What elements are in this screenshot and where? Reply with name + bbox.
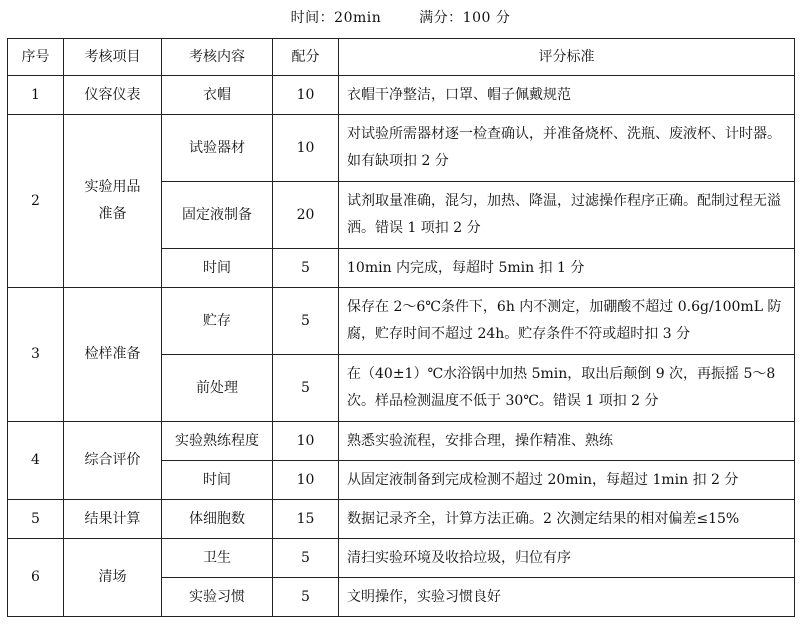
row-standard: 10min 内完成，每超时 5min 扣 1 分 (339, 249, 795, 288)
row-score: 5 (273, 539, 339, 578)
row-no: 3 (8, 288, 64, 422)
row-no: 4 (8, 422, 64, 500)
row-standard: 文明操作，实验习惯良好 (339, 578, 795, 617)
row-item: 综合评价 (64, 422, 162, 500)
row-score: 10 (273, 422, 339, 461)
row-item: 实验用品准备 (64, 115, 162, 288)
row-standard: 在（40±1）℃水浴锅中加热 5min，取出后颠倒 9 次，再振摇 5～8 次。样品检测温度不低于 30℃。错误 1 项扣 2 分 (339, 355, 795, 422)
row-content: 体细胞数 (162, 500, 273, 539)
scoring-table (7, 38, 795, 617)
col-header-item: 考核项目 (64, 39, 162, 76)
row-score: 10 (273, 115, 339, 182)
row-standard: 对试验所需器材逐一检查确认，并准备烧杯、洗瓶、废液杯、计时器。如有缺项扣 2 分 (339, 115, 795, 182)
row-item: 仪容仪表 (64, 76, 162, 115)
row-score: 5 (273, 249, 339, 288)
table-row (8, 422, 795, 461)
row-standard: 清扫实验环境及收拾垃圾，归位有序 (339, 539, 795, 578)
row-content: 卫生 (162, 539, 273, 578)
table-row (8, 115, 795, 182)
col-header-no: 序号 (8, 39, 64, 76)
header (0, 0, 801, 36)
row-score: 5 (273, 288, 339, 355)
row-standard: 数据记录齐全，计算方法正确。2 次测定结果的相对偏差≤15% (339, 500, 795, 539)
col-header-content: 考核内容 (162, 39, 273, 76)
row-standard: 衣帽干净整洁，口罩、帽子佩戴规范 (339, 76, 795, 115)
table-row (8, 500, 795, 539)
row-score: 20 (273, 182, 339, 249)
col-header-standard: 评分标准 (339, 39, 795, 76)
col-header-score: 配分 (273, 39, 339, 76)
row-content: 试验器材 (162, 115, 273, 182)
row-item: 检样准备 (64, 288, 162, 422)
row-content: 衣帽 (162, 76, 273, 115)
row-content: 贮存 (162, 288, 273, 355)
row-content: 固定液制备 (162, 182, 273, 249)
time-label: 时间：20min (290, 10, 382, 26)
row-score: 5 (273, 578, 339, 617)
table-row (8, 288, 795, 355)
table-row (8, 76, 795, 115)
row-content: 时间 (162, 249, 273, 288)
row-score: 10 (273, 461, 339, 500)
row-no: 5 (8, 500, 64, 539)
row-content: 时间 (162, 461, 273, 500)
row-no: 2 (8, 115, 64, 288)
row-standard: 熟悉实验流程，安排合理，操作精准、熟练 (339, 422, 795, 461)
row-item: 结果计算 (64, 500, 162, 539)
row-content: 前处理 (162, 355, 273, 422)
row-content: 实验习惯 (162, 578, 273, 617)
row-score: 10 (273, 76, 339, 115)
row-standard: 试剂取量准确，混匀，加热、降温，过滤操作程序正确。配制过程无溢洒。错误 1 项扣 2 分 (339, 182, 795, 249)
row-score: 5 (273, 355, 339, 422)
table-row (8, 539, 795, 578)
row-standard: 保存在 2～6℃条件下，6h 内不测定，加硼酸不超过 0.6g/100mL 防腐，贮存时间不超过 24h。贮存条件不符或超时扣 3 分 (339, 288, 795, 355)
row-no: 1 (8, 76, 64, 115)
score-label: 满分：100 分 (419, 10, 511, 26)
row-item: 清场 (64, 539, 162, 617)
row-content: 实验熟练程度 (162, 422, 273, 461)
row-score: 15 (273, 500, 339, 539)
row-standard: 从固定液制备到完成检测不超过 20min，每超过 1min 扣 2 分 (339, 461, 795, 500)
row-no: 6 (8, 539, 64, 617)
header-row (8, 39, 795, 76)
